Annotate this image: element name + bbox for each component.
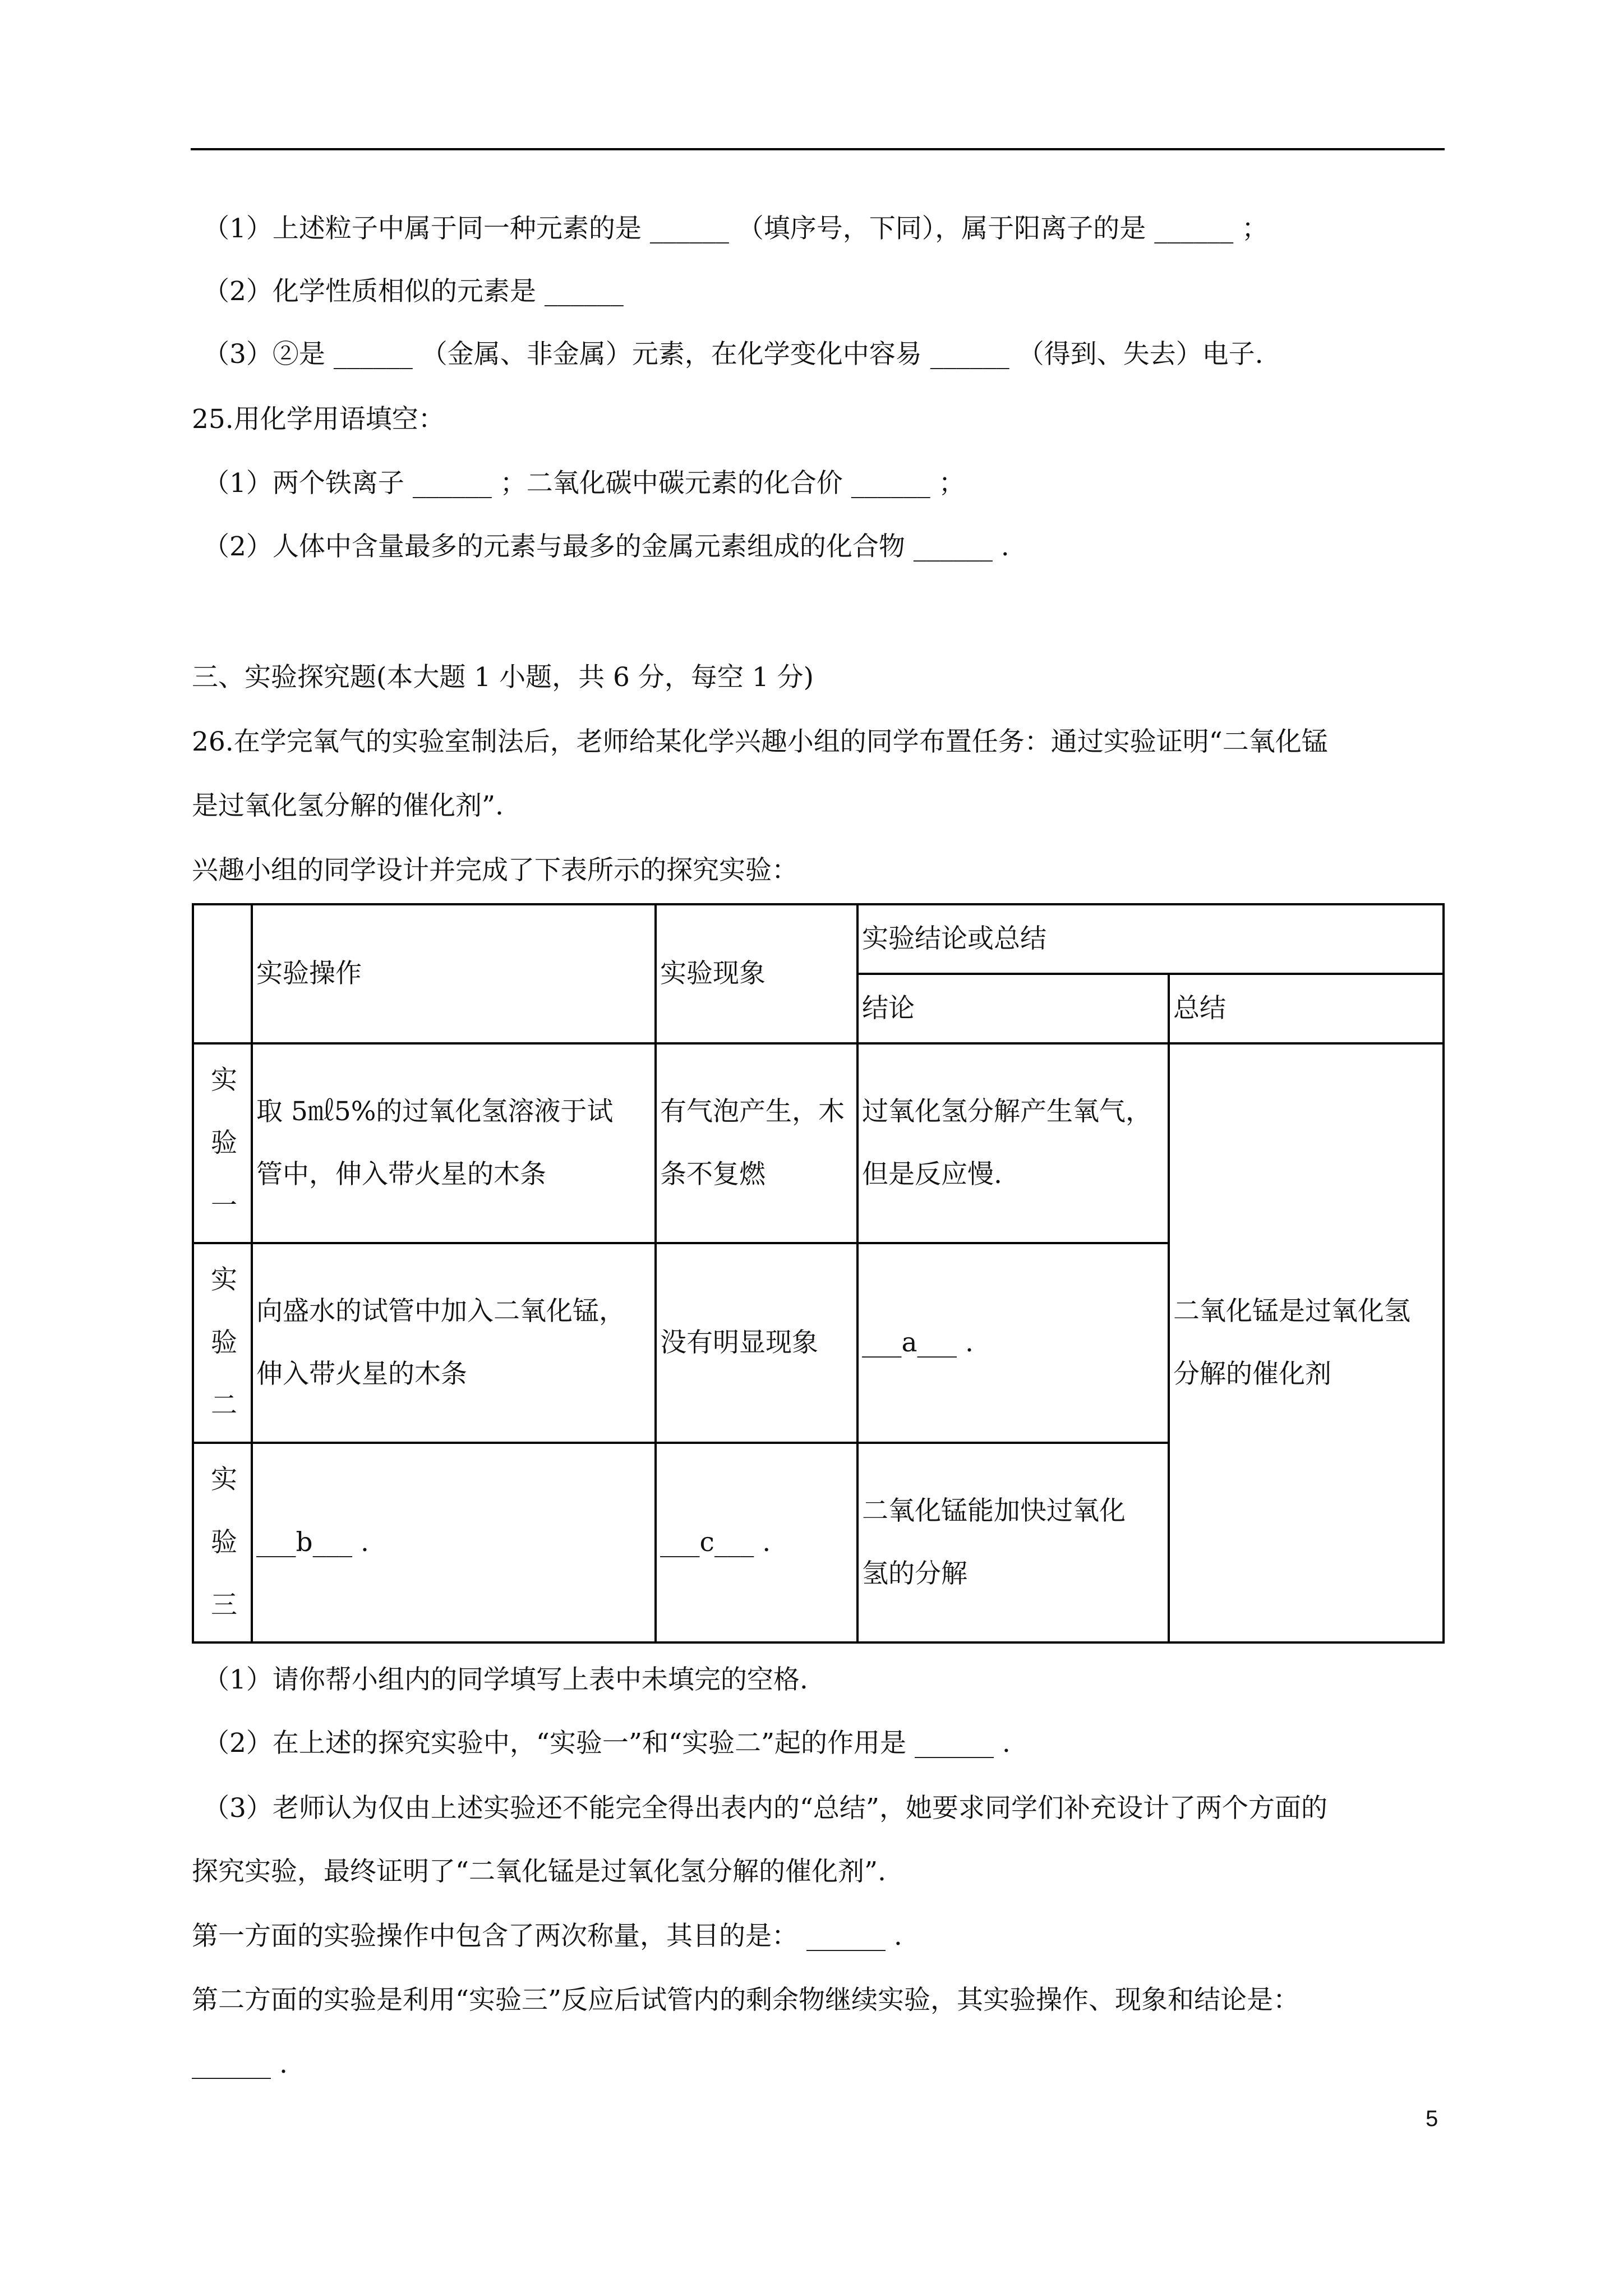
- q25-part1: （1）两个铁离子 ______ ；二氧化碳中碳元素的化合价 ______ ；: [203, 468, 965, 499]
- q26-aspect1: 第一方面的实验操作中包含了两次称量，其目的是： ______ .: [192, 1921, 902, 1952]
- q26-stem-line2: 是过氧化氢分解的催化剂”.: [192, 790, 504, 821]
- header-operation: 实验操作: [252, 904, 656, 1043]
- row-label-exp3: 实 验 三: [193, 1443, 252, 1642]
- exp2-phenomenon: 没有明显现象: [656, 1243, 857, 1443]
- summary-cell: 二氧化锰是过氧化氢 分解的催化剂: [1169, 1043, 1444, 1642]
- exp1-phenomenon: 有气泡产生，木 条不复燃: [656, 1043, 857, 1243]
- page-number: 5: [1426, 2106, 1438, 2131]
- exp3-operation-blank-b: ___b___ .: [252, 1443, 656, 1642]
- q26-sub3-line1: （3）老师认为仅由上述实验还不能完全得出表内的“总结”，她要求同学们补充设计了两个方面的: [203, 1793, 1327, 1824]
- q26-aspect2-line2: ______ .: [192, 2049, 288, 2079]
- header-conclusion: 结论: [857, 974, 1169, 1043]
- row-label-exp1: 实 验 一: [193, 1043, 252, 1243]
- header-phenomenon: 实验现象: [656, 904, 857, 1043]
- row-label-exp2: 实 验 二: [193, 1243, 252, 1443]
- q24-part3: （3）②是 ______ （金属、非金属）元素，在化学变化中容易 ______ （得到、失去）电子.: [203, 339, 1264, 370]
- exp1-operation: 取 5㎖5%的过氧化氢溶液于试 管中，伸入带火星的木条: [252, 1043, 656, 1243]
- q26-sub2: （2）在上述的探究实验中，“实验一”和“实验二”起的作用是 ______ .: [203, 1728, 1011, 1759]
- q25-title: 25.用化学用语填空：: [192, 404, 445, 435]
- exp2-conclusion-blank-a: ___a___ .: [857, 1243, 1169, 1443]
- q26-aspect2-line1: 第二方面的实验是利用“实验三”反应后试管内的剩余物继续实验，其实验操作、现象和结论是：: [192, 1985, 1300, 2016]
- exp1-conclusion: 过氧化氢分解产生氧气， 但是反应慢.: [857, 1043, 1169, 1243]
- q26-sub3-line2: 探究实验，最终证明了“二氧化锰是过氧化氢分解的催化剂”.: [192, 1856, 886, 1887]
- header-summary: 总结: [1169, 974, 1444, 1043]
- section-3-heading: 三、实验探究题(本大题 1 小题，共 6 分，每空 1 分): [192, 662, 814, 693]
- header-conclusion-group: 实验结论或总结: [857, 904, 1444, 974]
- q24-part1: （1）上述粒子中属于同一种元素的是 ______ （填序号，下同），属于阳离子的是 ______ ；: [203, 213, 1269, 244]
- exp2-operation: 向盛水的试管中加入二氧化锰， 伸入带火星的木条: [252, 1243, 656, 1443]
- q25-part2: （2）人体中含量最多的元素与最多的金属元素组成的化合物 ______ .: [203, 531, 1009, 562]
- exp3-conclusion: 二氧化锰能加快过氧化 氢的分解: [857, 1443, 1169, 1642]
- header-rule: [191, 148, 1445, 150]
- exp3-phenomenon-blank-c: ___c___ .: [656, 1443, 857, 1642]
- table-corner-cell: [193, 904, 252, 1043]
- q26-stem-line1: 26.在学完氧气的实验室制法后，老师给某化学兴趣小组的同学布置任务：通过实验证明“二氧化锰: [192, 726, 1328, 757]
- q26-sub1: （1）请你帮小组内的同学填写上表中未填完的空格.: [203, 1664, 808, 1695]
- q26-stem-line3: 兴趣小组的同学设计并完成了下表所示的探究实验：: [192, 855, 798, 886]
- q24-part2: （2）化学性质相似的元素是 ______: [203, 276, 624, 307]
- experiment-table: [192, 903, 1445, 1644]
